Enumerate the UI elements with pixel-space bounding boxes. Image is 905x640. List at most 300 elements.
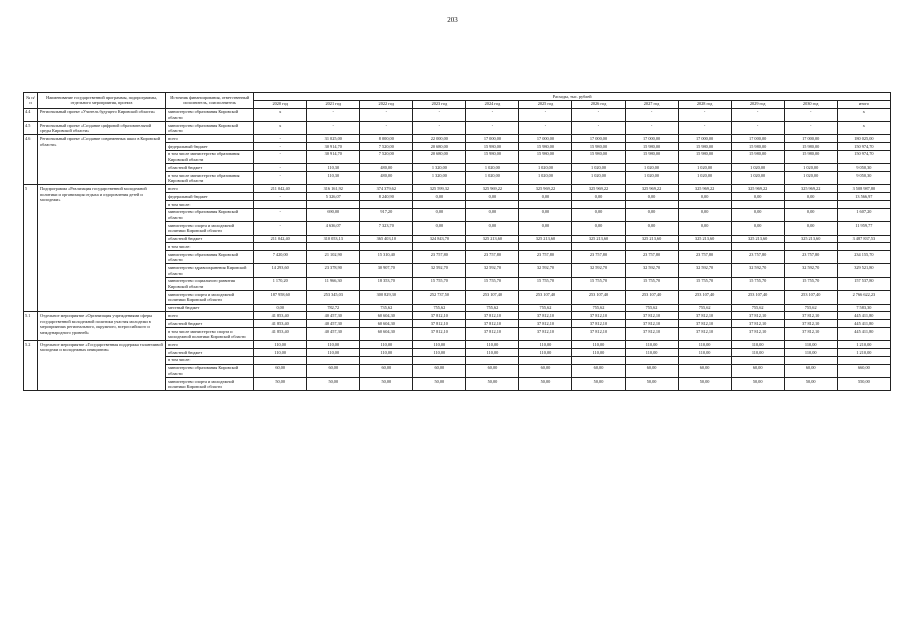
header-year: 2022 год: [360, 100, 413, 108]
amount-cell: 1 020,00: [625, 172, 678, 185]
amount-cell: 110,00: [784, 341, 837, 349]
amount-cell: 0,00: [413, 208, 466, 221]
amount-cell: 110,00: [466, 349, 519, 357]
amount-cell: 325 213,60: [731, 235, 784, 243]
amount-cell: 755,62: [678, 304, 731, 312]
header-year: 2026 год: [572, 100, 625, 108]
amount-cell: 60,00: [413, 364, 466, 377]
amount-cell: 300 829,30: [360, 291, 413, 304]
amount-cell: -: [731, 121, 784, 134]
header-year: 2030 год: [784, 100, 837, 108]
amount-cell: 32 592,70: [519, 264, 572, 277]
amount-cell: 110,00: [254, 341, 307, 349]
amount-cell: [360, 200, 413, 208]
amount-cell: 60,00: [572, 364, 625, 377]
amount-cell: 32 592,70: [466, 264, 519, 277]
amount-cell: -: [307, 108, 360, 121]
amount-cell: 660,00: [837, 364, 890, 377]
amount-cell: 110,00: [519, 341, 572, 349]
header-year: 2023 год: [413, 100, 466, 108]
amount-cell: 15 755,70: [572, 277, 625, 290]
amount-cell: 0,00: [572, 193, 625, 201]
amount-cell: 15 980,00: [784, 150, 837, 163]
amount-cell: 37 812,10: [572, 320, 625, 328]
amount-cell: х: [254, 121, 307, 134]
amount-cell: 1 020,00: [784, 172, 837, 185]
funding-source: в том числе:: [166, 243, 254, 251]
amount-cell: -: [307, 121, 360, 134]
amount-cell: 110,00: [466, 341, 519, 349]
amount-cell: 325 969,22: [572, 185, 625, 193]
amount-cell: 23 757,80: [572, 251, 625, 264]
amount-cell: 7 583,30: [837, 304, 890, 312]
amount-cell: 157 537,80: [837, 277, 890, 290]
amount-cell: 32 592,70: [678, 264, 731, 277]
amount-cell: 23 378,90: [307, 264, 360, 277]
amount-cell: -: [466, 121, 519, 134]
amount-cell: 5 326,07: [307, 193, 360, 201]
funding-source: министерство социального развития Кировской области: [166, 277, 254, 290]
amount-cell: 325 969,22: [784, 185, 837, 193]
amount-cell: 50,00: [360, 378, 413, 391]
header-expenses: Расходы, тыс. рублей: [254, 93, 891, 101]
amount-cell: 755,62: [519, 304, 572, 312]
amount-cell: [413, 200, 466, 208]
funding-source: в том числе министерство образования Кировской области: [166, 172, 254, 185]
funding-source: федеральный бюджет: [166, 143, 254, 151]
amount-cell: 110,00: [307, 341, 360, 349]
amount-cell: 445 411,80: [837, 312, 890, 320]
amount-cell: 30 907,70: [360, 264, 413, 277]
amount-cell: [519, 200, 572, 208]
funding-source: министерство спорта и молодежной политики Кировской области: [166, 222, 254, 235]
amount-cell: 50,00: [519, 378, 572, 391]
amount-cell: 0,00: [678, 222, 731, 235]
page-number: 203: [447, 16, 458, 24]
amount-cell: 1 020,00: [731, 172, 784, 185]
amount-cell: -: [678, 108, 731, 121]
amount-cell: 180 025,00: [837, 135, 890, 143]
amount-cell: 18 353,70: [360, 277, 413, 290]
amount-cell: 325 969,22: [731, 185, 784, 193]
amount-cell: 37 812,10: [784, 312, 837, 320]
amount-cell: 325 969,22: [519, 185, 572, 193]
budget-table-container: [23, 92, 891, 391]
funding-source: в том числе:: [166, 356, 254, 364]
amount-cell: [466, 243, 519, 251]
amount-cell: 30 914,70: [307, 150, 360, 163]
amount-cell: [254, 356, 307, 364]
amount-cell: 110,00: [731, 341, 784, 349]
amount-cell: 32 592,70: [413, 264, 466, 277]
header-year: 2028 год: [678, 100, 731, 108]
amount-cell: 1 020,00: [466, 164, 519, 172]
program-name: Региональный проект «Создание цифровой образовательной среды Кировской области»: [38, 121, 166, 134]
amount-cell: -: [625, 108, 678, 121]
table-body: [24, 108, 891, 391]
amount-cell: 735,62: [360, 304, 413, 312]
amount-cell: 37 812,10: [413, 312, 466, 320]
amount-cell: 253 107,40: [519, 291, 572, 304]
amount-cell: 1 020,00: [625, 164, 678, 172]
amount-cell: 110,00: [413, 349, 466, 357]
amount-cell: -: [413, 121, 466, 134]
header-year: 2027 год: [625, 100, 678, 108]
amount-cell: 23 757,80: [519, 251, 572, 264]
amount-cell: 60 604,30: [360, 327, 413, 340]
amount-cell: 15 980,00: [784, 143, 837, 151]
amount-cell: [625, 356, 678, 364]
amount-cell: 755,62: [784, 304, 837, 312]
amount-cell: 0,00: [572, 208, 625, 221]
amount-cell: х: [837, 121, 890, 134]
amount-cell: 755,62: [731, 304, 784, 312]
amount-cell: 1 320,00: [413, 164, 466, 172]
amount-cell: 60,00: [307, 364, 360, 377]
amount-cell: -: [254, 193, 307, 201]
amount-cell: 3 508 987,80: [837, 185, 890, 193]
amount-cell: -: [572, 121, 625, 134]
amount-cell: 325 213,60: [466, 235, 519, 243]
amount-cell: 60,00: [466, 364, 519, 377]
amount-cell: 50,00: [784, 378, 837, 391]
header-year: 2029 год: [731, 100, 784, 108]
amount-cell: 325 969,22: [625, 185, 678, 193]
amount-cell: 325 213,60: [678, 235, 731, 243]
amount-cell: 50,00: [625, 378, 678, 391]
amount-cell: 40 457,30: [307, 312, 360, 320]
amount-cell: 32 592,70: [572, 264, 625, 277]
funding-source: всего: [166, 312, 254, 320]
amount-cell: -: [254, 164, 307, 172]
amount-cell: 17 000,00: [784, 135, 837, 143]
amount-cell: [307, 243, 360, 251]
amount-cell: 253 107,40: [625, 291, 678, 304]
header-source: Источник финансирования, ответственный исполнитель, соисполнитель: [166, 93, 254, 109]
amount-cell: 37 812,10: [731, 320, 784, 328]
amount-cell: -: [254, 143, 307, 151]
table-row: [24, 108, 891, 121]
amount-cell: 0,00: [519, 193, 572, 201]
amount-cell: 15 980,00: [678, 150, 731, 163]
amount-cell: 50,00: [307, 378, 360, 391]
header-year: итого: [837, 100, 890, 108]
amount-cell: 110,00: [413, 341, 466, 349]
amount-cell: 0,00: [678, 208, 731, 221]
amount-cell: 445 411,80: [837, 327, 890, 340]
table-row: [24, 312, 891, 320]
amount-cell: 755,62: [466, 304, 519, 312]
amount-cell: 1 210,00: [837, 349, 890, 357]
amount-cell: 23 757,80: [784, 251, 837, 264]
amount-cell: 23 757,80: [625, 251, 678, 264]
amount-cell: 15 755,70: [466, 277, 519, 290]
amount-cell: 316 161,92: [307, 185, 360, 193]
row-number: 4.6: [24, 135, 38, 185]
amount-cell: 110,00: [360, 341, 413, 349]
amount-cell: 37 812,10: [413, 327, 466, 340]
amount-cell: -: [254, 172, 307, 185]
amount-cell: 23 757,80: [413, 251, 466, 264]
amount-cell: 1 020,00: [466, 172, 519, 185]
amount-cell: 21 102,90: [307, 251, 360, 264]
amount-cell: 7 520,00: [360, 143, 413, 151]
amount-cell: 15 980,00: [678, 143, 731, 151]
amount-cell: 1 320,00: [413, 172, 466, 185]
funding-source: областной бюджет: [166, 320, 254, 328]
amount-cell: 211 042,40: [254, 185, 307, 193]
amount-cell: 110,30: [307, 164, 360, 172]
funding-source: в том числе:: [166, 200, 254, 208]
amount-cell: 23 757,80: [731, 251, 784, 264]
amount-cell: 150 974,70: [837, 143, 890, 151]
amount-cell: 15 980,00: [519, 143, 572, 151]
amount-cell: 110,00: [731, 349, 784, 357]
amount-cell: [413, 356, 466, 364]
amount-cell: 41 853,40: [254, 312, 307, 320]
amount-cell: 20 680,00: [413, 150, 466, 163]
amount-cell: 40 457,30: [307, 320, 360, 328]
amount-cell: 9 050,30: [837, 164, 890, 172]
amount-cell: 0,00: [519, 208, 572, 221]
row-number: 4.4: [24, 108, 38, 121]
amount-cell: 37 812,10: [572, 312, 625, 320]
funding-source: в том числе министерство спорта и молодежной политики Кировской области: [166, 327, 254, 340]
amount-cell: 0,00: [466, 208, 519, 221]
amount-cell: 11 966,30: [307, 277, 360, 290]
amount-cell: 253 107,40: [731, 291, 784, 304]
amount-cell: 325 213,60: [625, 235, 678, 243]
amount-cell: 15 755,70: [519, 277, 572, 290]
amount-cell: 40 457,30: [307, 327, 360, 340]
table-header: [24, 93, 891, 109]
amount-cell: 110,00: [254, 349, 307, 357]
table-row: [24, 341, 891, 349]
amount-cell: 60,00: [784, 364, 837, 377]
amount-cell: 1 020,00: [731, 164, 784, 172]
amount-cell: 0,00: [731, 193, 784, 201]
amount-cell: 8 000,00: [360, 135, 413, 143]
table-row: [24, 121, 891, 134]
amount-cell: 15 980,00: [572, 150, 625, 163]
amount-cell: 50,00: [254, 378, 307, 391]
amount-cell: 253 107,40: [784, 291, 837, 304]
funding-source: областной бюджет: [166, 164, 254, 172]
amount-cell: 0,00: [784, 193, 837, 201]
amount-cell: -: [413, 108, 466, 121]
amount-cell: 15 755,70: [731, 277, 784, 290]
program-name: Региональный проект «Создание современных школ в Кировской области»: [38, 135, 166, 185]
amount-cell: 2 766 622,23: [837, 291, 890, 304]
amount-cell: 7 520,00: [360, 150, 413, 163]
amount-cell: -: [519, 121, 572, 134]
amount-cell: 325 969,22: [678, 185, 731, 193]
amount-cell: 50,00: [731, 378, 784, 391]
amount-cell: 1 210,00: [837, 341, 890, 349]
amount-cell: 110,00: [572, 341, 625, 349]
funding-source: всего: [166, 185, 254, 193]
amount-cell: 550,00: [837, 378, 890, 391]
program-name: Подпрограмма «Реализация государственной молодежной политики и организация отдыха и оздоровления детей и молодежи»: [38, 185, 166, 312]
amount-cell: 22 000,00: [413, 135, 466, 143]
amount-cell: 110,00: [625, 341, 678, 349]
amount-cell: 37 812,10: [678, 312, 731, 320]
amount-cell: 0,00: [731, 222, 784, 235]
amount-cell: 7 420,00: [254, 251, 307, 264]
amount-cell: 50,00: [572, 378, 625, 391]
amount-cell: [519, 356, 572, 364]
amount-cell: 15 980,00: [625, 143, 678, 151]
funding-source: министерство образования Кировской области: [166, 121, 254, 134]
amount-cell: 23 757,80: [678, 251, 731, 264]
amount-cell: 1 020,00: [678, 172, 731, 185]
amount-cell: 110,00: [572, 349, 625, 357]
table-row: [24, 135, 891, 143]
amount-cell: х: [837, 108, 890, 121]
amount-cell: 37 812,10: [572, 327, 625, 340]
amount-cell: 60,00: [678, 364, 731, 377]
amount-cell: -: [360, 108, 413, 121]
amount-cell: 15 980,00: [731, 150, 784, 163]
amount-cell: 37 812,10: [519, 327, 572, 340]
amount-cell: 17 000,00: [678, 135, 731, 143]
amount-cell: 755,62: [572, 304, 625, 312]
amount-cell: [254, 243, 307, 251]
amount-cell: 365 403,10: [360, 235, 413, 243]
amount-cell: 0,00: [466, 193, 519, 201]
amount-cell: 0,00: [572, 222, 625, 235]
amount-cell: 15 980,00: [519, 150, 572, 163]
funding-source: министерство образования Кировской области: [166, 208, 254, 221]
budget-table: [23, 92, 891, 391]
amount-cell: 1 020,00: [572, 164, 625, 172]
row-number: 5.2: [24, 341, 38, 391]
amount-cell: 60 604,30: [360, 312, 413, 320]
amount-cell: 0,00: [413, 193, 466, 201]
amount-cell: 782,72: [307, 304, 360, 312]
amount-cell: 917,20: [360, 208, 413, 221]
row-number: 5.1: [24, 312, 38, 341]
amount-cell: 30 914,70: [307, 143, 360, 151]
amount-cell: 37 812,10: [466, 320, 519, 328]
amount-cell: 480,00: [360, 164, 413, 172]
amount-cell: [413, 243, 466, 251]
amount-cell: 755,62: [413, 304, 466, 312]
funding-source: всего: [166, 135, 254, 143]
amount-cell: 37 812,10: [731, 312, 784, 320]
funding-source: министерство здравоохранения Кировской области: [166, 264, 254, 277]
amount-cell: 41 853,40: [254, 320, 307, 328]
amount-cell: [254, 200, 307, 208]
funding-source: министерство спорта и молодежной политики Кировской области: [166, 291, 254, 304]
amount-cell: 252 737,50: [413, 291, 466, 304]
amount-cell: 50,00: [413, 378, 466, 391]
amount-cell: 32 592,70: [731, 264, 784, 277]
amount-cell: 1 607,20: [837, 208, 890, 221]
amount-cell: 211 042,40: [254, 235, 307, 243]
amount-cell: 20 680,00: [413, 143, 466, 151]
amount-cell: 110,00: [519, 349, 572, 357]
amount-cell: 15 980,00: [731, 143, 784, 151]
amount-cell: 110,00: [625, 349, 678, 357]
funding-source: в том числе министерство образования Кировской области: [166, 150, 254, 163]
amount-cell: 253 345,03: [307, 291, 360, 304]
amount-cell: 325 213,60: [519, 235, 572, 243]
amount-cell: 1 020,00: [572, 172, 625, 185]
amount-cell: [307, 356, 360, 364]
amount-cell: 37 812,10: [466, 312, 519, 320]
amount-cell: 110,00: [784, 349, 837, 357]
amount-cell: 37 812,10: [413, 320, 466, 328]
funding-source: министерство образования Кировской области: [166, 108, 254, 121]
amount-cell: 0,00: [413, 222, 466, 235]
amount-cell: 37 812,10: [678, 327, 731, 340]
amount-cell: 0,00: [731, 208, 784, 221]
amount-cell: 110,00: [678, 349, 731, 357]
amount-cell: -: [678, 121, 731, 134]
amount-cell: [519, 243, 572, 251]
amount-cell: -: [784, 121, 837, 134]
amount-cell: 37 812,10: [784, 327, 837, 340]
amount-cell: 9 050,30: [837, 172, 890, 185]
amount-cell: [360, 356, 413, 364]
amount-cell: 0,00: [784, 222, 837, 235]
amount-cell: 15 980,00: [572, 143, 625, 151]
amount-cell: 480,00: [360, 172, 413, 185]
amount-cell: -: [731, 108, 784, 121]
amount-cell: 325 213,60: [572, 235, 625, 243]
amount-cell: [731, 243, 784, 251]
amount-cell: 15 310,40: [360, 251, 413, 264]
amount-cell: 17 000,00: [731, 135, 784, 143]
amount-cell: 325 969,22: [466, 185, 519, 193]
amount-cell: 17 000,00: [572, 135, 625, 143]
amount-cell: 150 974,70: [837, 150, 890, 163]
amount-cell: 0,00: [784, 208, 837, 221]
amount-cell: 14 293,60: [254, 264, 307, 277]
amount-cell: -: [254, 222, 307, 235]
amount-cell: 0,00: [678, 193, 731, 201]
amount-cell: 7 323,70: [360, 222, 413, 235]
amount-cell: 15 755,70: [413, 277, 466, 290]
amount-cell: 690,00: [307, 208, 360, 221]
amount-cell: 60,00: [731, 364, 784, 377]
amount-cell: -: [572, 108, 625, 121]
amount-cell: 324 843,70: [413, 235, 466, 243]
amount-cell: 15 980,00: [466, 150, 519, 163]
funding-source: местный бюджет: [166, 304, 254, 312]
row-number: 4.5: [24, 121, 38, 134]
amount-cell: 8 240,90: [360, 193, 413, 201]
amount-cell: 755,62: [625, 304, 678, 312]
amount-cell: 1 020,00: [784, 164, 837, 172]
amount-cell: 445 411,80: [837, 320, 890, 328]
amount-cell: [678, 200, 731, 208]
amount-cell: 0,00: [466, 222, 519, 235]
amount-cell: 31 025,00: [307, 135, 360, 143]
amount-cell: [784, 243, 837, 251]
program-name: Региональный проект «Учитель будущего Кировской области»: [38, 108, 166, 121]
amount-cell: -: [519, 108, 572, 121]
amount-cell: 3 487 837,53: [837, 235, 890, 243]
header-name: Наименование государственной программы, подпрограммы, отдельного мероприятия, проекта: [38, 93, 166, 109]
amount-cell: 37 812,10: [678, 320, 731, 328]
amount-cell: [837, 200, 890, 208]
amount-cell: 329 521,80: [837, 264, 890, 277]
amount-cell: 13 566,97: [837, 193, 890, 201]
amount-cell: 17 000,00: [625, 135, 678, 143]
amount-cell: -: [360, 121, 413, 134]
